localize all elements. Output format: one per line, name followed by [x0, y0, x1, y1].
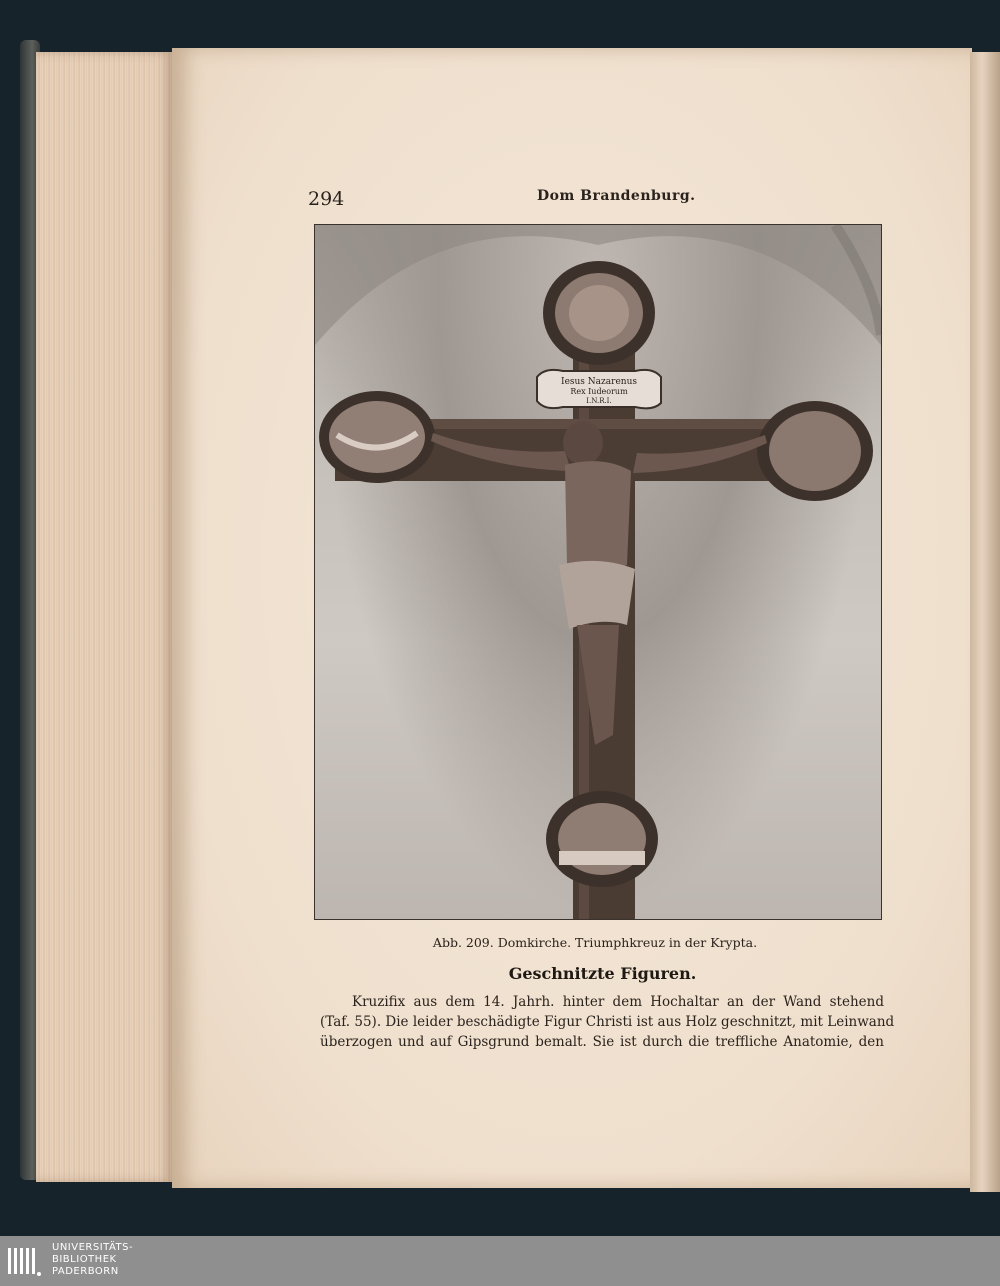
titulus-plaque — [537, 370, 661, 408]
body-line-3: überzogen und auf Gipsgrund bemalt. Sie ist durch die treffliche Anatomie, den — [320, 1034, 884, 1050]
library-name-line-3: PADERBORN — [52, 1266, 119, 1277]
library-name — [52, 1242, 133, 1278]
page-number: 294 — [308, 188, 345, 210]
library-name-line-1: UNIVERSITÄTS- — [52, 1242, 134, 1253]
bottom-medallion — [546, 791, 658, 887]
library-logo-icon — [6, 1244, 46, 1278]
titulus-text-1: Iesus Nazarenus — [561, 377, 637, 387]
right-medallion — [757, 401, 873, 501]
top-medallion — [543, 261, 655, 365]
body-paragraph — [320, 992, 895, 1052]
titulus-text-2: Rex Iudeorum — [570, 387, 628, 396]
library-name-line-2: BIBLIOTHEK — [52, 1254, 117, 1265]
body-line-1: Kruzifix aus dem 14. Jahrh. hinter dem Hochaltar an der Wand stehend — [352, 994, 884, 1010]
crucifix-illustration — [315, 225, 881, 919]
figure-caption: Abb. 209. Domkirche. Triumphkreuz in der Krypta. — [432, 935, 758, 950]
titulus-text-3: I.N.R.I. — [586, 397, 612, 405]
library-footer — [0, 1236, 1000, 1286]
body-line-2: (Taf. 55). Die leider beschädigte Figur Christi ist aus Holz geschnitzt, mit Leinwand — [320, 1014, 895, 1030]
page-stack-edge — [36, 52, 172, 1182]
crucifix-photograph — [314, 224, 882, 920]
left-medallion — [319, 391, 435, 483]
facing-page-edge — [970, 52, 1000, 1192]
running-head: Dom Brandenburg. — [537, 188, 696, 204]
section-heading: Geschnitzte Figuren. — [508, 964, 697, 983]
